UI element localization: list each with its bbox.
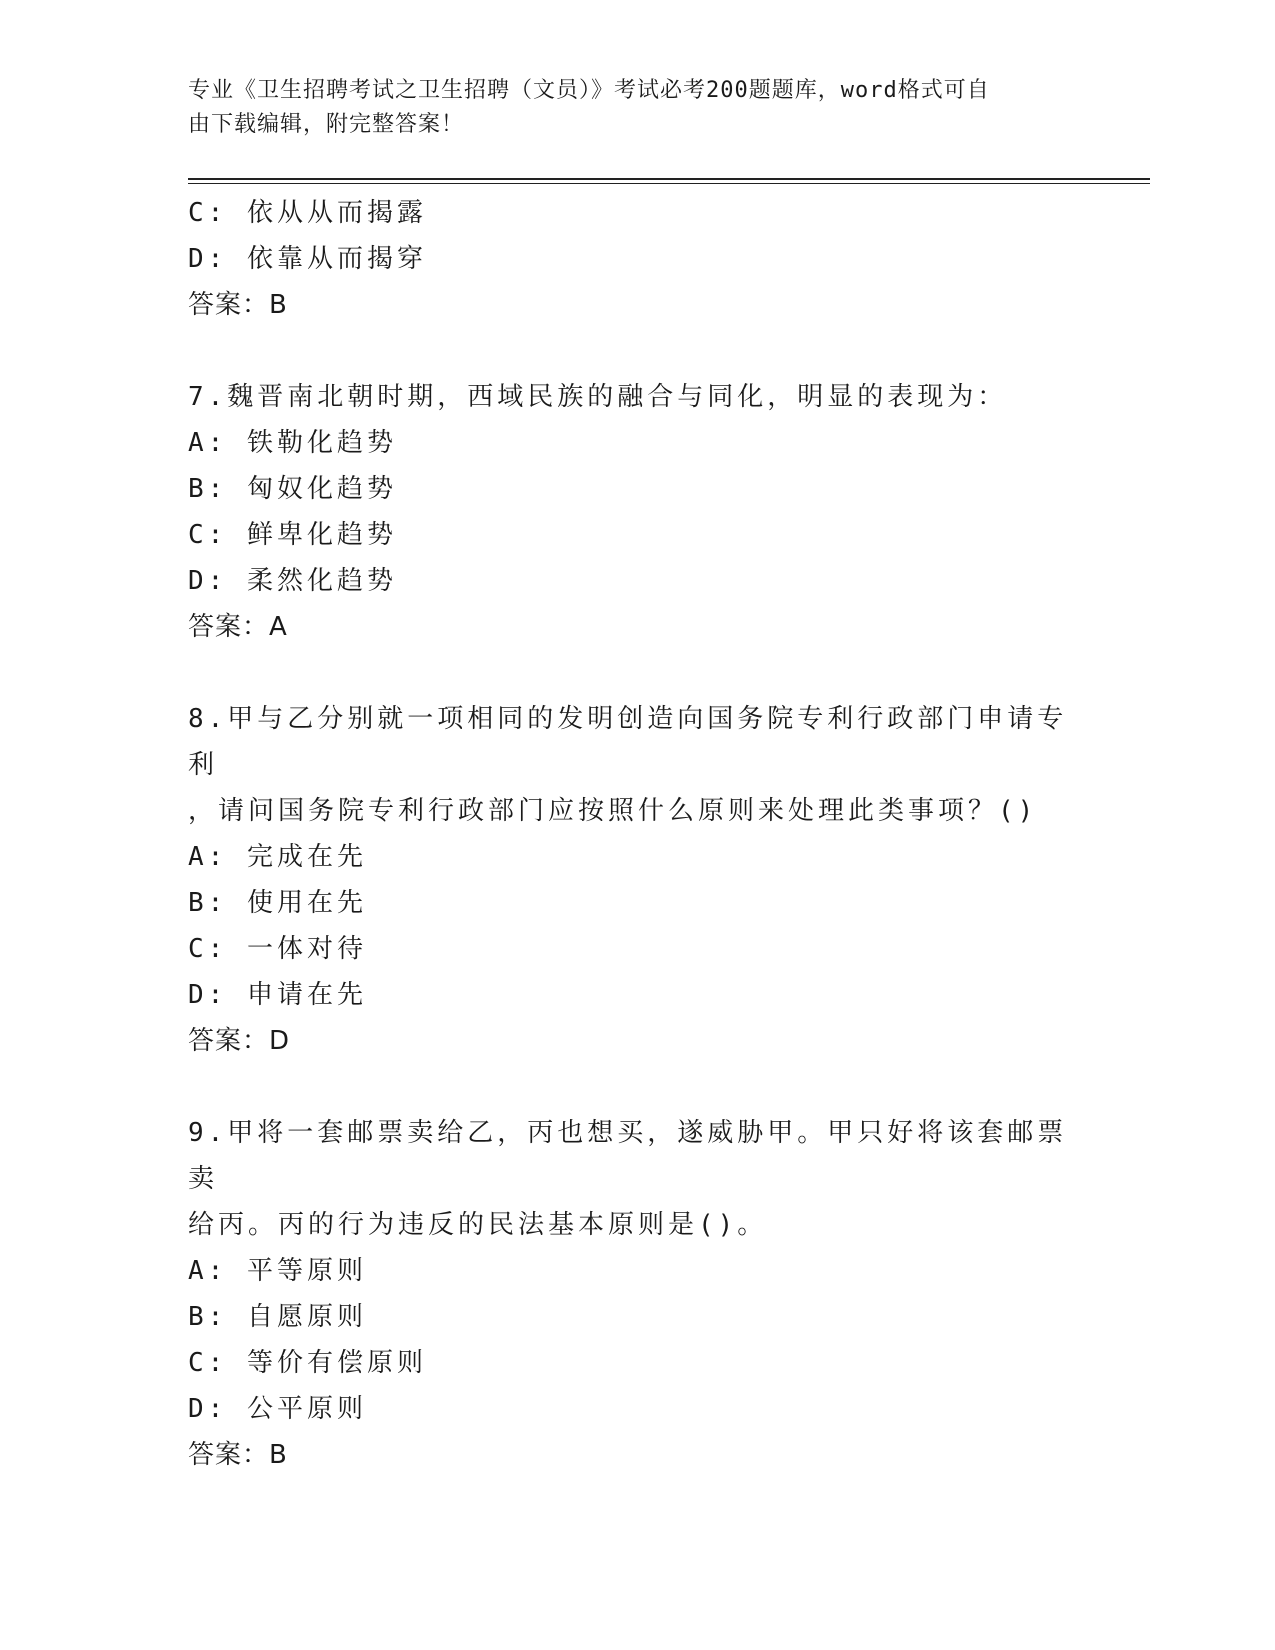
q9-answer: 答案：B — [188, 1440, 288, 1470]
q7-answer: 答案：A — [188, 612, 288, 642]
spacer — [188, 328, 1068, 374]
q7-option-d: D: 柔然化趋势 — [188, 566, 397, 596]
q8-option-c: C: 一体对待 — [188, 934, 367, 964]
q8-option-a: A: 完成在先 — [188, 842, 367, 872]
q9-stem-line-1: 9.甲将一套邮票卖给乙，丙也想买，遂威胁甲。甲只好将该套邮票卖 — [188, 1118, 1068, 1194]
question-6 — [188, 190, 1068, 328]
q9-option-c: C: 等价有偿原则 — [188, 1348, 427, 1378]
q8-stem-line-1: 8.甲与乙分别就一项相同的发明创造向国务院专利行政部门申请专利 — [188, 704, 1068, 780]
question-list — [188, 190, 1068, 1478]
q8-option-b: B: 使用在先 — [188, 888, 367, 918]
q9-stem-line-2: 给丙。丙的行为违反的民法基本原则是()。 — [188, 1210, 768, 1240]
q8-answer: 答案：D — [188, 1026, 291, 1056]
header-divider-thin — [188, 183, 1150, 184]
q9-option-b: B: 自愿原则 — [188, 1302, 367, 1332]
q8-stem-line-2: ，请问国务院专利行政部门应按照什么原则来处理此类事项？() — [188, 796, 1038, 826]
q8-option-d: D: 申请在先 — [188, 980, 367, 1010]
q6-answer: 答案：B — [188, 290, 288, 320]
question-7 — [188, 374, 1068, 650]
q9-option-d: D: 公平原则 — [188, 1394, 367, 1424]
spacer — [188, 1064, 1068, 1110]
q7-option-b: B: 匈奴化趋势 — [188, 474, 397, 504]
q6-option-d: D: 依靠从而揭穿 — [188, 244, 427, 274]
header-line-2: 由下载编辑，附完整答案！ — [188, 112, 465, 137]
spacer — [188, 650, 1068, 696]
header-line-1: 专业《卫生招聘考试之卫生招聘（文员）》考试必考200题题库，word格式可自 — [188, 78, 990, 103]
q7-option-c: C: 鲜卑化趋势 — [188, 520, 397, 550]
q7-stem: 7.魏晋南北朝时期，西域民族的融合与同化，明显的表现为： — [188, 382, 1008, 412]
header-divider-thick — [188, 178, 1150, 180]
question-8 — [188, 696, 1068, 1064]
q6-option-c: C: 依从从而揭露 — [188, 198, 427, 228]
q9-option-a: A: 平等原则 — [188, 1256, 367, 1286]
question-9 — [188, 1110, 1068, 1478]
q7-option-a: A: 铁勒化趋势 — [188, 428, 397, 458]
document-header — [188, 74, 1068, 142]
